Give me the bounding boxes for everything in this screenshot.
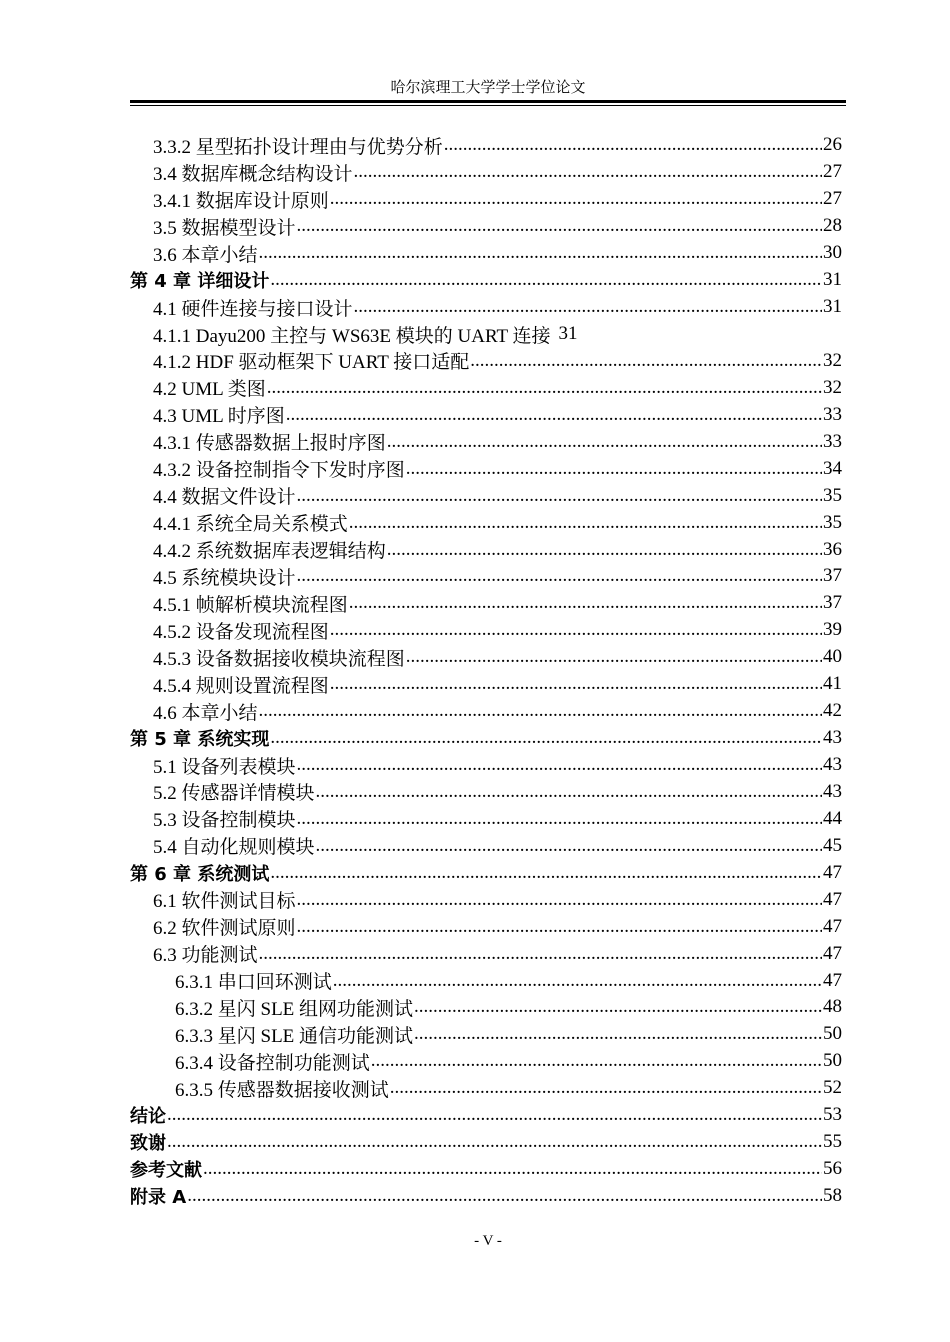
toc-leader-dots xyxy=(406,458,822,480)
toc-entry-page: 27 xyxy=(823,161,842,183)
toc-leader-dots xyxy=(297,565,822,587)
toc-entry-page: 35 xyxy=(823,484,842,506)
toc-entry[interactable] xyxy=(130,805,842,832)
toc-entry[interactable] xyxy=(130,779,842,806)
toc-leader-dots xyxy=(203,1158,822,1180)
toc-entry-page: 55 xyxy=(823,1131,842,1153)
toc-entry[interactable] xyxy=(130,1156,842,1183)
toc-leader-dots xyxy=(349,592,822,614)
toc-entry-page: 36 xyxy=(823,538,842,560)
toc-entry[interactable] xyxy=(130,752,842,779)
toc-leader-dots xyxy=(270,862,822,884)
toc-entry[interactable] xyxy=(130,725,842,752)
toc-entry-page: 43 xyxy=(823,780,842,802)
toc-entry-page: 27 xyxy=(823,188,842,210)
toc-leader-dots xyxy=(270,727,822,749)
toc-entry-title: 4.6 本章小结 xyxy=(153,702,258,724)
toc-entry-page: 42 xyxy=(823,700,842,722)
toc-entry-title: 6.3.3 星闪 SLE 通信功能测试 xyxy=(175,1025,414,1047)
toc-entry-page: 56 xyxy=(823,1158,842,1180)
toc-entry-page: 31 xyxy=(823,269,842,291)
toc-entry-title: 4.4.2 系统数据库表逻辑结构 xyxy=(153,541,386,563)
toc-entry[interactable] xyxy=(130,994,842,1021)
toc-leader-dots xyxy=(259,242,822,264)
toc-entry[interactable] xyxy=(130,1129,842,1156)
toc-entry[interactable] xyxy=(130,913,842,940)
toc-entry[interactable] xyxy=(130,294,842,321)
toc-entry-title: 4.1.1 Dayu200 主控与 WS63E 模块的 UART 连接 xyxy=(153,325,551,347)
toc-entry-page: 47 xyxy=(823,861,842,883)
toc-leader-dots xyxy=(286,404,822,426)
toc-entry-title: 4.4 数据文件设计 xyxy=(153,487,296,509)
toc-entry-title: 附录 A xyxy=(130,1187,187,1209)
toc-entry[interactable] xyxy=(130,374,842,401)
toc-entry[interactable] xyxy=(130,482,842,509)
toc-entry-page: 47 xyxy=(823,969,842,991)
toc-entry-title: 第 6 章 系统测试 xyxy=(130,863,270,885)
toc-entry[interactable] xyxy=(130,940,842,967)
toc-leader-dots xyxy=(330,188,822,210)
table-of-contents xyxy=(130,132,842,1210)
toc-leader-dots xyxy=(297,754,822,776)
toc-entry-title: 3.5 数据模型设计 xyxy=(153,217,296,239)
toc-entry[interactable] xyxy=(130,455,842,482)
toc-entry-title: 4.5 系统模块设计 xyxy=(153,567,296,589)
toc-entry-page: 39 xyxy=(823,619,842,641)
toc-entry-title: 6.1 软件测试目标 xyxy=(153,891,296,913)
toc-entry-title: 4.1 硬件连接与接口设计 xyxy=(153,298,353,320)
toc-entry-title: 5.4 自动化规则模块 xyxy=(153,837,315,859)
toc-leader-dots xyxy=(371,1050,822,1072)
toc-entry-page: 30 xyxy=(823,242,842,264)
toc-entry-page: 45 xyxy=(823,834,842,856)
toc-leader-dots xyxy=(259,700,822,722)
toc-entry-page: 43 xyxy=(823,727,842,749)
toc-leader-dots xyxy=(390,1077,822,1099)
toc-leader-dots xyxy=(330,619,822,641)
toc-entry[interactable] xyxy=(130,1075,842,1102)
toc-entry-title: 致谢 xyxy=(130,1133,166,1155)
toc-entry[interactable] xyxy=(130,240,842,267)
toc-entry[interactable] xyxy=(130,428,842,455)
toc-entry[interactable] xyxy=(130,1048,842,1075)
toc-entry-title: 5.2 传感器详情模块 xyxy=(153,783,315,805)
toc-leader-dots xyxy=(267,377,822,399)
toc-entry[interactable] xyxy=(130,509,842,536)
toc-entry[interactable] xyxy=(130,1021,842,1048)
toc-entry-page: 35 xyxy=(823,511,842,533)
toc-entry-page: 58 xyxy=(823,1185,842,1207)
toc-entry-page: 32 xyxy=(823,349,842,371)
toc-leader-dots xyxy=(333,970,822,992)
toc-entry-title: 结论 xyxy=(130,1106,166,1128)
toc-entry[interactable] xyxy=(130,1183,842,1210)
toc-entry[interactable] xyxy=(130,159,842,186)
page-number: - V - xyxy=(474,1233,502,1249)
toc-leader-dots xyxy=(316,835,822,857)
toc-entry-page: 48 xyxy=(823,996,842,1018)
toc-leader-dots xyxy=(470,350,822,372)
toc-leader-dots xyxy=(297,215,822,237)
toc-entry-title: 参考文献 xyxy=(130,1160,202,1182)
toc-entry-title: 4.5.1 帧解析模块流程图 xyxy=(153,594,348,616)
toc-entry[interactable] xyxy=(130,832,842,859)
toc-leader-dots xyxy=(297,485,822,507)
toc-entry[interactable] xyxy=(130,698,842,725)
toc-entry-page: 53 xyxy=(823,1104,842,1126)
toc-entry-page: 37 xyxy=(823,565,842,587)
toc-entry-page: 47 xyxy=(823,915,842,937)
toc-entry-title: 6.3.2 星闪 SLE 组网功能测试 xyxy=(175,998,414,1020)
toc-entry-title: 4.1.2 HDF 驱动框架下 UART 接口适配 xyxy=(153,352,470,374)
toc-entry-title: 6.3 功能测试 xyxy=(153,945,258,967)
toc-entry-title: 4.3 UML 时序图 xyxy=(153,406,285,428)
toc-entry-title: 4.5.4 规则设置流程图 xyxy=(153,675,329,697)
toc-leader-dots xyxy=(297,916,822,938)
toc-leader-dots xyxy=(259,943,822,965)
toc-entry-page: 44 xyxy=(823,807,842,829)
toc-entry[interactable] xyxy=(130,859,842,886)
toc-entry-page: 40 xyxy=(823,646,842,668)
toc-entry-title: 4.3.2 设备控制指令下发时序图 xyxy=(153,460,405,482)
toc-entry-title: 第 4 章 详细设计 xyxy=(130,271,270,293)
toc-leader-dots xyxy=(316,781,822,803)
toc-entry-page: 34 xyxy=(823,457,842,479)
toc-entry-page: 47 xyxy=(823,888,842,910)
toc-entry-title: 3.6 本章小结 xyxy=(153,244,258,266)
toc-entry-title: 3.3.2 星型拓扑设计理由与优势分析 xyxy=(153,136,443,158)
toc-leader-dots xyxy=(167,1131,822,1153)
toc-entry-title: 5.1 设备列表模块 xyxy=(153,756,296,778)
toc-entry[interactable] xyxy=(130,186,842,213)
toc-leader-dots xyxy=(354,296,822,318)
toc-entry-page: 41 xyxy=(823,673,842,695)
toc-entry-page: 52 xyxy=(823,1077,842,1099)
toc-entry-title: 4.3.1 传感器数据上报时序图 xyxy=(153,433,386,455)
toc-entry[interactable] xyxy=(130,132,842,159)
toc-leader-dots xyxy=(387,431,822,453)
toc-entry-title: 5.3 设备控制模块 xyxy=(153,810,296,832)
toc-entry-page: 33 xyxy=(823,430,842,452)
toc-leader-dots xyxy=(444,134,822,156)
toc-entry[interactable] xyxy=(130,967,842,994)
toc-entry[interactable] xyxy=(130,644,842,671)
toc-entry-page: 47 xyxy=(823,942,842,964)
toc-entry-title: 第 5 章 系统实现 xyxy=(130,729,270,751)
toc-entry[interactable] xyxy=(130,590,842,617)
toc-entry[interactable] xyxy=(130,1102,842,1129)
toc-leader-dots xyxy=(414,1023,822,1045)
toc-entry-page: 32 xyxy=(823,376,842,398)
toc-entry[interactable] xyxy=(130,401,842,428)
header-rule-thick xyxy=(130,100,846,103)
toc-entry[interactable] xyxy=(130,213,842,240)
toc-entry-page: 31 xyxy=(823,296,842,318)
toc-leader-dots xyxy=(297,889,822,911)
toc-entry-page: 33 xyxy=(823,403,842,425)
toc-entry-page: 28 xyxy=(823,215,842,237)
toc-leader-dots xyxy=(387,539,822,561)
toc-entry[interactable] xyxy=(130,348,842,375)
toc-entry-page: 50 xyxy=(823,1050,842,1072)
toc-entry-title: 4.5.2 设备发现流程图 xyxy=(153,621,329,643)
toc-entry-title: 4.2 UML 类图 xyxy=(153,379,266,401)
toc-leader-dots xyxy=(349,512,822,534)
toc-entry-title: 6.2 软件测试原则 xyxy=(153,918,296,940)
toc-leader-dots xyxy=(414,996,822,1018)
toc-entry[interactable] xyxy=(130,321,842,348)
toc-entry[interactable] xyxy=(130,267,842,294)
toc-entry-page: 43 xyxy=(823,754,842,776)
toc-leader-dots xyxy=(406,646,822,668)
toc-entry-title: 6.3.4 设备控制功能测试 xyxy=(175,1052,370,1074)
toc-leader-dots xyxy=(187,1185,822,1207)
toc-entry-title: 3.4.1 数据库设计原则 xyxy=(153,190,329,212)
toc-entry[interactable] xyxy=(130,617,842,644)
header-rule-thin xyxy=(130,105,846,106)
toc-entry-title: 4.5.3 设备数据接收模块流程图 xyxy=(153,648,405,670)
toc-entry-title: 6.3.1 串口回环测试 xyxy=(175,972,332,994)
toc-entry-page: 26 xyxy=(823,134,842,156)
page-header-title: 哈尔滨理工大学学士学位论文 xyxy=(390,80,586,96)
toc-entry-page: 37 xyxy=(823,592,842,614)
toc-leader-dots xyxy=(354,161,822,183)
toc-entry[interactable] xyxy=(130,536,842,563)
toc-entry-title: 3.4 数据库概念结构设计 xyxy=(153,163,353,185)
toc-entry-page: 31 xyxy=(558,323,578,345)
toc-entry[interactable] xyxy=(130,671,842,698)
toc-leader-dots xyxy=(270,269,822,291)
toc-entry-title: 4.4.1 系统全局关系模式 xyxy=(153,514,348,536)
toc-entry-page: 50 xyxy=(823,1023,842,1045)
toc-leader-dots xyxy=(330,673,822,695)
toc-leader-dots xyxy=(167,1104,822,1126)
toc-entry[interactable] xyxy=(130,886,842,913)
toc-entry[interactable] xyxy=(130,563,842,590)
toc-leader-dots xyxy=(297,808,822,830)
toc-entry-title: 6.3.5 传感器数据接收测试 xyxy=(175,1079,389,1101)
